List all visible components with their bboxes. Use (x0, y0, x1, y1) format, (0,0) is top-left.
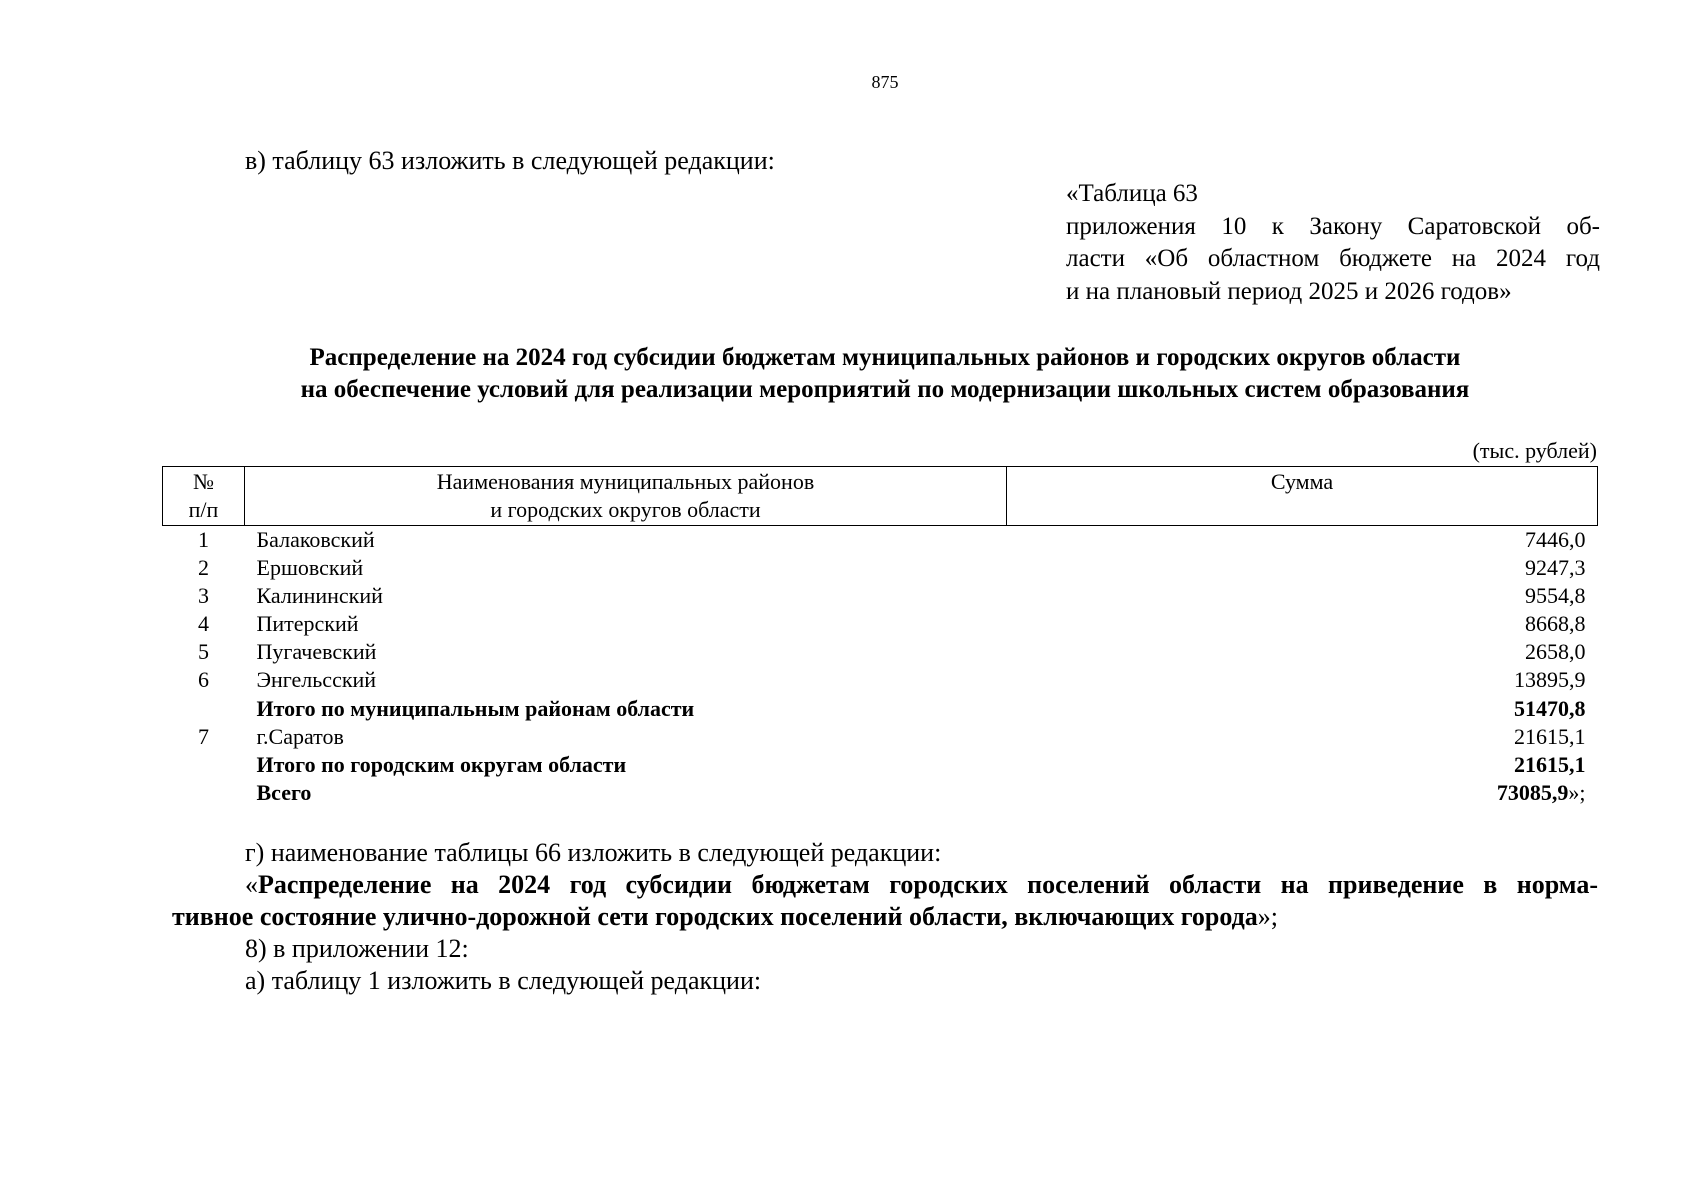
caption-line1: Распределение на 2024 год субсидии бюджетам муниципальных районов и городских округов области (309, 344, 1461, 371)
table66-title-line1 (245, 869, 1598, 901)
row-sum (1007, 779, 1598, 807)
row-name: Итого по муниципальным районам области (256, 695, 695, 721)
table-row (163, 582, 1598, 610)
table-row (163, 526, 1598, 555)
row-num: 7 (198, 723, 209, 749)
row-name: Питерский (256, 611, 359, 637)
quote-close: »; (1257, 902, 1278, 931)
table-ref-line2: приложения 10 к Закону Саратовской об- (1066, 212, 1600, 240)
row-name: Ершовский (256, 555, 364, 581)
row-name: Итого по городским округам области (256, 751, 627, 777)
subtotal-row (163, 751, 1598, 779)
row-sum: 51470,8 (1514, 695, 1586, 721)
page-number: 875 (871, 72, 899, 92)
total-sum-suffix: »; (1568, 779, 1586, 805)
line-a: а) таблицу 1 изложить в следующей редакции: (245, 966, 762, 995)
header-num (163, 467, 245, 526)
table-ref-line3: ласти «Об областном бюджете на 2024 год (1066, 245, 1600, 272)
row-num: 5 (198, 639, 209, 665)
intro-line: в) таблицу 63 изложить в следующей редакции: (245, 146, 775, 175)
header-num-line2: п/п (188, 497, 219, 522)
row-sum: 21615,1 (1514, 723, 1586, 749)
table-row (163, 638, 1598, 666)
subtotal-row (163, 695, 1598, 723)
quote-open: « (245, 870, 258, 899)
row-name: г.Саратов (256, 723, 344, 749)
unit-label: (тыс. рублей) (1472, 438, 1597, 463)
header-sum: Сумма (1007, 467, 1598, 526)
row-name: Всего (256, 779, 312, 805)
row-sum: 21615,1 (1514, 751, 1586, 777)
row-sum: 8668,8 (1525, 611, 1586, 637)
row-name: Пугачевский (256, 639, 377, 665)
table66-title-part1: Распределение на 2024 год субсидии бюджетам городских поселений области на приведение в норма- (258, 870, 1598, 899)
table-row (163, 666, 1598, 694)
total-row (163, 779, 1598, 807)
row-sum: 7446,0 (1525, 527, 1586, 552)
table66-title-part2: тивное состояние улично-дорожной сети городских поселений области, включающих города (172, 902, 1258, 931)
total-sum-value: 73085,9 (1496, 779, 1569, 805)
line-g: г) наименование таблицы 66 изложить в следующей редакции: (245, 838, 942, 867)
row-num: 2 (198, 555, 209, 581)
row-num: 1 (198, 527, 209, 552)
row-num (163, 779, 245, 807)
table-header-row (163, 467, 1598, 526)
row-sum: 9554,8 (1525, 583, 1586, 609)
row-num (163, 751, 245, 779)
row-sum: 13895,9 (1514, 667, 1586, 693)
header-name (245, 467, 1007, 526)
table-ref-line1: «Таблица 63 (1066, 180, 1198, 207)
table-row (163, 610, 1598, 638)
data-table (162, 466, 1598, 807)
row-sum: 2658,0 (1525, 639, 1586, 665)
row-num: 3 (198, 583, 209, 609)
row-num: 6 (198, 667, 209, 693)
row-sum: 9247,3 (1525, 555, 1586, 581)
row-num (163, 695, 245, 723)
row-name: Калининский (256, 583, 383, 609)
header-name-line2: и городских округов области (490, 497, 761, 522)
row-name: Энгельсский (256, 667, 377, 693)
table66-title-line2 (172, 901, 1278, 933)
caption-line2: на обеспечение условий для реализации мероприятий по модернизации школьных систем образования (300, 376, 1470, 403)
table-row (163, 554, 1598, 582)
header-name-line1: Наименования муниципальных районов (436, 469, 815, 494)
row-name: Балаковский (256, 527, 375, 552)
row-num: 4 (198, 611, 209, 637)
table-row (163, 723, 1598, 751)
header-num-line1: № (193, 469, 214, 494)
table-ref-line4: и на плановый период 2025 и 2026 годов» (1066, 277, 1512, 305)
line-8: 8) в приложении 12: (245, 934, 469, 963)
